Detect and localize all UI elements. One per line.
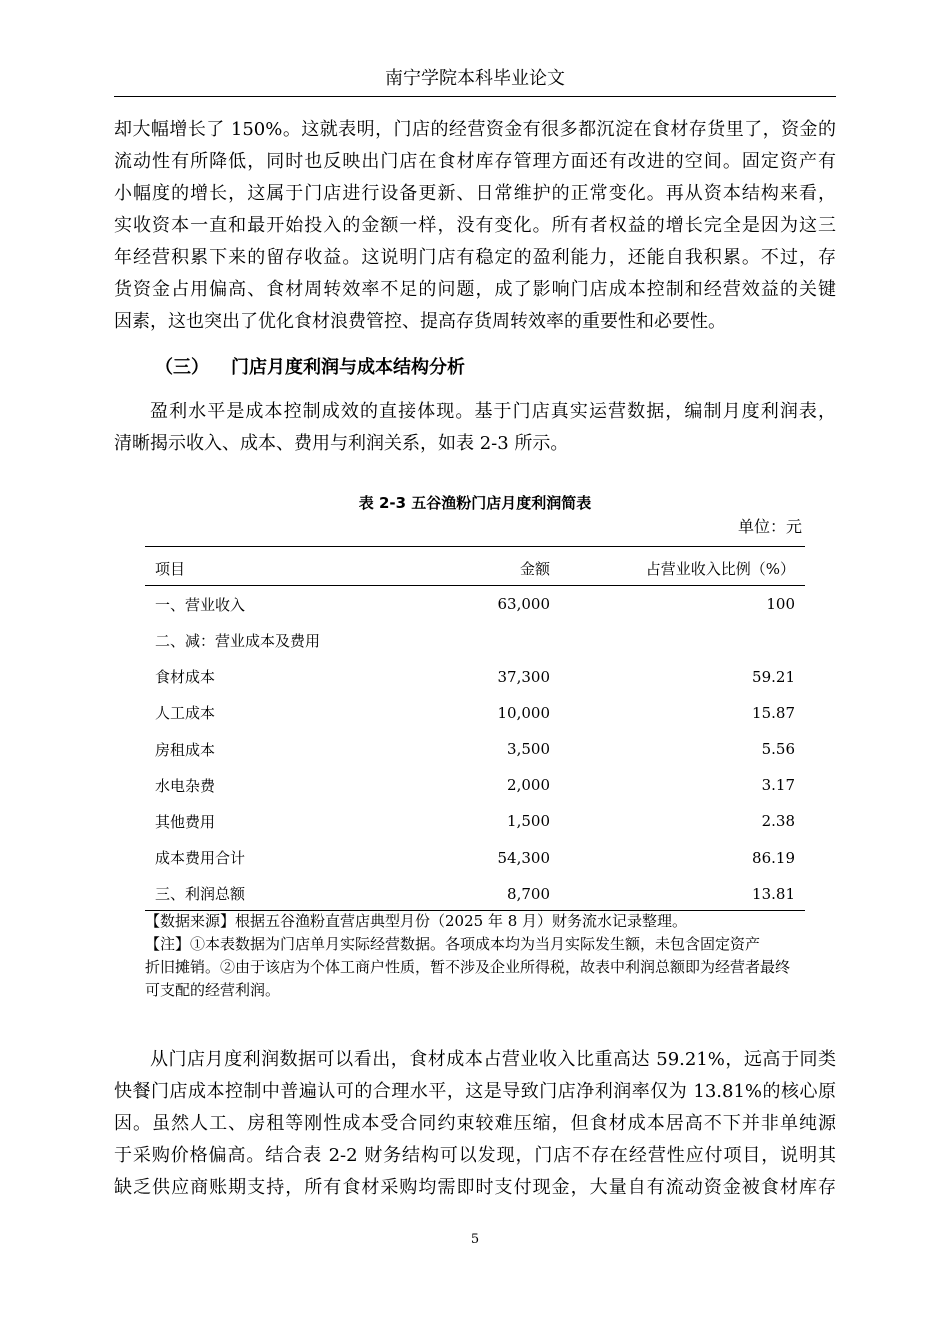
annotation-line [145, 933, 825, 956]
row-amount: 63,000 [497, 595, 550, 614]
table-row [145, 586, 805, 622]
paragraph-line: 实收资本一直和最开始投入的金额一样，没有变化。所有者权益的增长完全是因为这三 [114, 215, 836, 236]
row-item: 其他费用 [155, 812, 216, 831]
row-amount: 2,000 [507, 776, 550, 795]
data-source-note [145, 910, 825, 933]
table-row [145, 731, 805, 767]
row-ratio: 59.21 [752, 667, 795, 686]
row-item: 二、减：营业成本及费用 [155, 631, 321, 650]
paragraph-line: 货资金占用偏高、食材周转效率不足的问题，成了影响门店成本控制和经营效益的关键 [114, 279, 836, 300]
row-item: 房租成本 [155, 740, 216, 759]
paragraph-line: 年经营积累下来的留存收益。这说明门店有稳定的盈利能力，还能自我积累。不过，存 [114, 247, 836, 268]
section-heading [155, 352, 465, 384]
running-header: 南宁学院本科毕业论文 [385, 68, 565, 89]
row-item: 水电杂费 [155, 776, 216, 795]
profit-table [145, 550, 805, 912]
paragraph-line: 却大幅增长了 150%。这就表明，门店的经营资金有很多都沉淀在食材存货里了，资金的 [114, 119, 836, 140]
row-ratio: 5.56 [761, 740, 795, 759]
row-amount: 8,700 [507, 884, 550, 903]
row-item: 成本费用合计 [155, 849, 246, 868]
paragraph-line: 因。虽然人工、房租等刚性成本受合同约束较难压缩，但食材成本居高不下并非单纯源 [114, 1113, 836, 1134]
row-amount: 37,300 [497, 667, 550, 686]
paragraph-line: 小幅度的增长，这属于门店进行设备更新、日常维护的正常变化。再从资本结构来看， [114, 183, 836, 204]
annotation-line: 可支配的经营利润。 [145, 981, 281, 999]
header-rule [114, 96, 836, 97]
row-item: 一、营业收入 [155, 595, 246, 614]
row-ratio: 2.38 [761, 812, 795, 831]
section-number: （三） [155, 357, 209, 378]
paragraph-line: 从门店月度利润数据可以看出，食材成本占营业收入比重高达 59.21%，远高于同类 [150, 1049, 836, 1070]
data-source-label: 【数据来源】 [145, 912, 236, 930]
table-row [145, 876, 805, 912]
table-top-rule [145, 546, 805, 547]
paragraph-profit-intro [114, 396, 836, 460]
paragraph-line: 清晰揭示收入、成本、费用与利润关系，如表 2-3 所示。 [114, 433, 569, 454]
row-ratio: 86.19 [752, 848, 795, 867]
row-ratio: 13.81 [752, 884, 795, 903]
annotation-line: 折旧摊销。②由于该店为个体工商户性质，暂不涉及企业所得税，故表中利润总额即为经营者最终 [145, 958, 791, 976]
table-row [145, 622, 805, 658]
paragraph-line: 于采购价格偏高。结合表 2-2 财务结构可以发现，门店不存在经营性应付项目，说明其 [114, 1145, 836, 1166]
table-row [145, 767, 805, 803]
paragraph-line: 盈利水平是成本控制成效的直接体现。基于门店真实运营数据，编制月度利润表， [150, 401, 836, 422]
col-header-ratio: 占营业收入比例（%） [645, 559, 795, 578]
table-row [145, 840, 805, 876]
table-row [145, 803, 805, 839]
row-amount: 54,300 [497, 848, 550, 867]
col-header-amount: 金额 [519, 559, 550, 578]
row-amount [415, 622, 550, 658]
table-unit: 单位：元 [737, 517, 802, 536]
row-ratio [550, 622, 805, 658]
paragraph-inventory-analysis [114, 114, 836, 338]
row-item: 人工成本 [155, 704, 216, 723]
data-source-text: 根据五谷渔粉直营店典型月份（2025 年 8 月）财务流水记录整理。 [235, 912, 688, 930]
table-row [145, 659, 805, 695]
table-caption: 表 2-3 五谷渔粉门店月度利润简表 [358, 494, 592, 512]
row-ratio: 15.87 [752, 703, 795, 722]
page-number: 5 [470, 1232, 480, 1247]
table-row [145, 695, 805, 731]
paragraph-line: 因素，这也突出了优化食材浪费管控、提高存货周转效率的重要性和必要性。 [114, 311, 726, 332]
paragraph-line: 流动性有所降低，同时也反映出门店在食材库存管理方面还有改进的空间。固定资产有 [114, 151, 836, 172]
annotation-label: 【注】 [145, 935, 191, 953]
paragraph-line: 缺乏供应商账期支持，所有食材采购均需即时支付现金，大量自有流动资金被食材库存 [114, 1177, 836, 1198]
col-header-item: 项目 [155, 559, 186, 578]
row-amount: 1,500 [507, 812, 550, 831]
annotation-text: ①本表数据为门店单月实际经营数据。各项成本均为当月实际发生额，未包含固定资产 [190, 935, 761, 953]
paragraph-line: 快餐门店成本控制中普遍认可的合理水平，这是导致门店净利润率仅为 13.81%的核心原 [114, 1081, 836, 1102]
paragraph-cost-analysis [114, 1044, 836, 1204]
row-item: 食材成本 [155, 668, 216, 687]
annotation-note [145, 933, 825, 1002]
row-item: 三、利润总额 [155, 885, 246, 904]
table-notes [145, 910, 825, 1002]
row-ratio: 3.17 [761, 776, 795, 795]
table-header-row [145, 550, 805, 586]
row-ratio: 100 [766, 595, 795, 614]
row-amount: 3,500 [507, 740, 550, 759]
section-title: 门店月度利润与成本结构分析 [231, 357, 465, 378]
row-amount: 10,000 [497, 703, 550, 722]
